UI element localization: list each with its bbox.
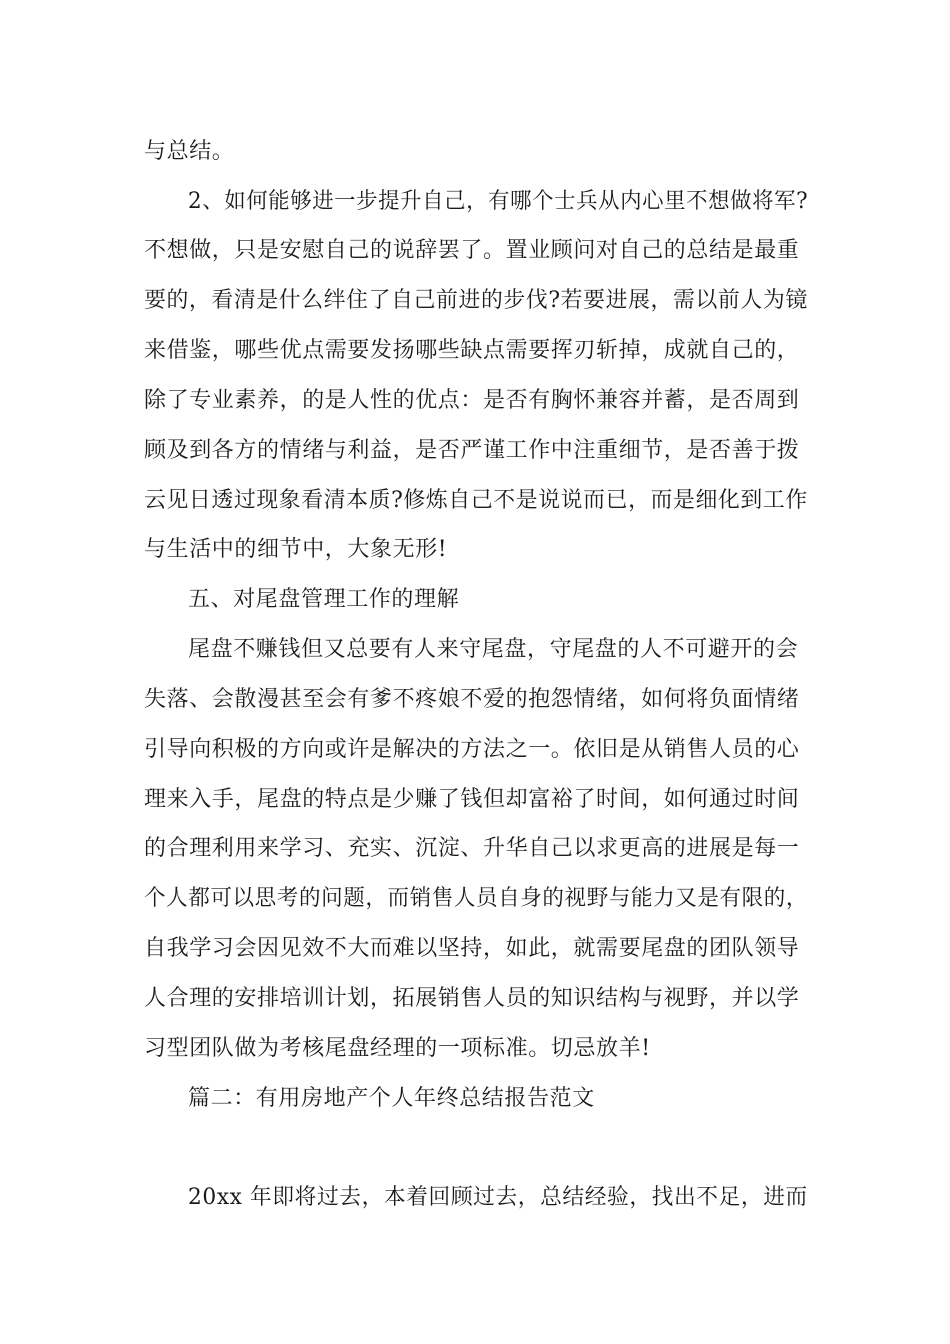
text-line: 自我学习会因见效不大而难以坚持，如此，就需要尾盘的团队领导 <box>144 936 800 961</box>
text-line: 尾盘不赚钱但又总要有人来守尾盘，守尾盘的人不可避开的会 <box>188 637 799 662</box>
text-line: 习型团队做为考核尾盘经理的一项标准。切忌放羊! <box>144 1036 651 1061</box>
text-line: 人合理的安排培训计划，拓展销售人员的知识结构与视野，并以学 <box>144 986 800 1011</box>
text-line: 与生活中的细节中，大象无形! <box>144 537 448 562</box>
text-line: 与总结。 <box>144 139 235 164</box>
text-line: 的合理利用来学习、充实、沉淀、升华自己以求更高的进展是每一 <box>144 836 800 861</box>
text-line: 来借鉴，哪些优点需要发扬哪些缺点需要挥刃斩掉，成就自己的， <box>144 338 800 363</box>
article-title: 篇二：有用房地产个人年终总结报告范文 <box>188 1086 595 1111</box>
text-line: 除了专业素养，的是人性的优点：是否有胸怀兼容并蓄，是否周到 <box>144 388 800 413</box>
text-line: 顾及到各方的情绪与利益，是否严谨工作中注重细节，是否善于拨 <box>144 438 800 463</box>
text-line: 不想做，只是安慰自己的说辞罢了。置业顾问对自己的总结是最重 <box>144 238 800 263</box>
text-line: 个人都可以思考的问题，而销售人员自身的视野与能力又是有限的， <box>144 886 809 911</box>
text-line: 要的，看清是什么绊住了自己前进的步伐?若要进展，需以前人为镜 <box>144 288 808 313</box>
section-heading: 五、对尾盘管理工作的理解 <box>188 587 460 612</box>
text-line: 理来入手，尾盘的特点是少赚了钱但却富裕了时间，如何通过时间 <box>144 787 800 812</box>
text-line: 2、如何能够进一步提升自己，有哪个士兵从内心里不想做将军? <box>188 189 809 214</box>
text-line: 云见日透过现象看清本质?修炼自己不是说说而已，而是细化到工作 <box>144 488 808 513</box>
text-line: 引导向积极的方向或许是解决的方法之一。依旧是从销售人员的心 <box>144 737 800 762</box>
text-line: 20xx 年即将过去，本着回顾过去，总结经验，找出不足，进而 <box>188 1185 808 1210</box>
text-line: 失落、会散漫甚至会有爹不疼娘不爱的抱怨情绪，如何将负面情绪 <box>144 687 800 712</box>
